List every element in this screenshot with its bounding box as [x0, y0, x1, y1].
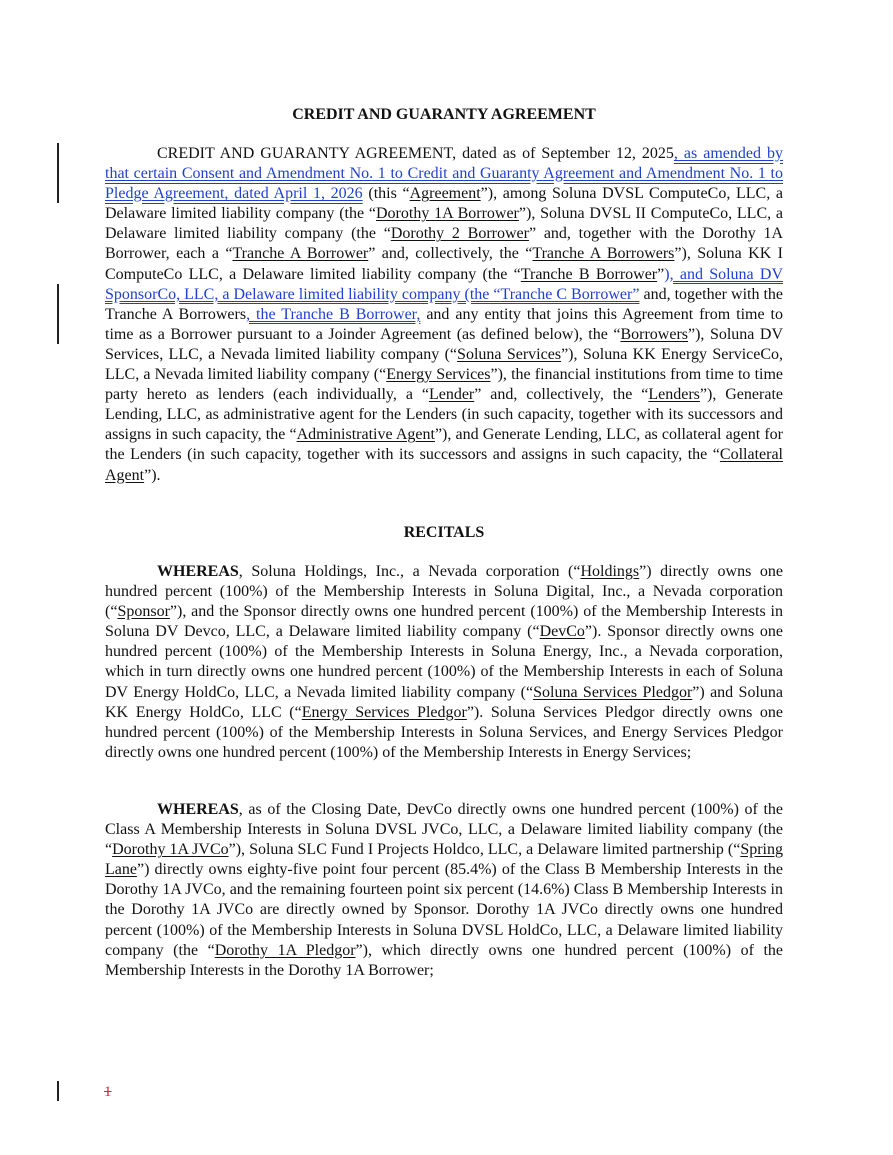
whereas-paragraph: WHEREAS, Soluna Holdings, Inc., a Nevada corporation (“Holdings”) directly owns one hundred percent (100%) of the Membership Interests in Soluna Digital, Inc., a Nevada corporation (“Sponsor”), and the Sponsor directly owns one hundred percent (100%) of the Membership Interests in Soluna DV Devco, LLC, a Delaware limited liability company (“DevCo”). Sponsor directly owns one hundred percent (100%) of the Membership Interests in Soluna Energy, Inc., a Nevada corporation, which in turn directly owns one hundred percent (100%) of the Membership Interests in each of Soluna DV Energy HoldCo, LLC, a Nevada limited liability company (“Soluna Services Pledgor”) and Soluna KK Energy HoldCo, LLC (“Energy Services Pledgor”). Soluna Services Pledgor directly owns one hundred percent (100%) of the Membership Interests in Soluna Services, and Energy Services Pledgor directly owns one hundred percent (100%) of the Membership Interests in Energy Services; — [105, 563, 784, 761]
defined-term: Holdings — [580, 563, 640, 580]
whereas-paragraph: WHEREAS, as of the Closing Date, DevCo directly owns one hundred percent (100%) of the Class A Membership Interests in Soluna DVSL JVCo, LLC, a Delaware limited liability company (the “Dorothy 1A JVCo”), Soluna SLC Fund I Projects Holdco, LLC, a Delaware limited partnership (“Spring Lane”) directly owns eighty-five point four percent (85.4%) of the Class B Membership Interests in the Dorothy 1A JVCo, and the remaining fourteen point six percent (14.6%) Class B Membership Interests in the Dorothy 1A JVCo are directly owned by Sponsor. Dorothy 1A JVCo directly owns one hundred percent (100%) of the Membership Interests in Soluna DVSL HoldCo, LLC, a Delaware limited liability company (the “Dorothy 1A Pledgor”), which directly owns one hundred percent (100%) of the Membership Interests in the Dorothy 1A Borrower; — [105, 801, 783, 979]
document-title: CREDIT AND GUARANTY AGREEMENT — [292, 106, 596, 123]
inserted-text: , as amended by that certain Consent and Amendment No. 1 to Credit and Guaranty Agreement and Amendment No. 1 to Pledge Agreement, dated April 1, 2026 — [105, 145, 783, 203]
change-bar — [57, 143, 59, 203]
defined-term: Dorothy 1A JVCo — [112, 841, 229, 859]
defined-term: Energy Services Pledgor — [301, 703, 467, 721]
defined-term: Administrative Agent — [296, 426, 435, 444]
defined-term: Tranche A Borrower — [232, 245, 369, 263]
defined-term: Lenders — [648, 386, 700, 404]
defined-term: Soluna Services Pledgor — [533, 683, 693, 701]
inserted-text: ), and Soluna DV SponsorCo, LLC, a Delaware limited liability company (the “Tranche C Borrower” — [105, 265, 784, 303]
defined-term: Dorothy 1A Borrower — [375, 205, 519, 223]
defined-term: Soluna Services — [457, 345, 562, 363]
defined-term: Lender — [428, 386, 475, 404]
recitals-heading: RECITALS — [403, 524, 485, 541]
defined-term: Tranche A Borrowers — [532, 245, 675, 263]
defined-term: Energy Services — [386, 366, 491, 384]
intro-paragraph: CREDIT AND GUARANTY AGREEMENT, dated as of September 12, 2025, as amended by that certain Consent and Amendment No. 1 to Credit and Guaranty Agreement and Amendment No. 1 to Pledge Agreement, dated April 1, 2026 (this “Agreement”), among Soluna DVSL ComputeCo, LLC, a Delaware limited liability company (the “Dorothy 1A Borrower”), Soluna DVSL II ComputeCo, LLC, a Delaware limited liability company (the “Dorothy 2 Borrower” and, together with the Dorothy 1A Borrower, each a “Tranche A Borrower” and, collectively, the “Tranche A Borrowers”), Soluna KK I ComputeCo LLC, a Delaware limited liability company (the “Tranche B Borrower”), and Soluna DV SponsorCo, LLC, a Delaware limited liability company (the “Tranche C Borrower” and, together with the Tranche A Borrowers, the Tranche B Borrower, and any entity that joins this Agreement from time to time as a Borrower pursuant to a Joinder Agreement (as defined below), the “Borrowers”), Soluna DV Services, LLC, a Nevada limited liability company (“Soluna Services”), Soluna KK Energy ServiceCo, LLC, a Nevada limited liability company (“Energy Services”), the financial institutions from time to time party hereto as lenders (each individually, a “Lender” and, collectively, the “Lenders”), Generate Lending, LLC, as administrative agent for the Lenders (in such capacity, together with its successors and assigns in such capacity, the “Administrative Agent”), and Generate Lending, LLC, as collateral agent for the Lenders (in such capacity, together with its successors and assigns in such capacity, the “Collateral Agent”). — [105, 145, 784, 484]
page-number: 1 — [104, 1084, 112, 1100]
defined-term: Borrowers — [620, 325, 688, 343]
defined-term: Spring Lane — [105, 841, 783, 879]
defined-term: Dorothy 1A Pledgor — [214, 941, 356, 959]
defined-term: Tranche B Borrower — [520, 265, 658, 283]
defined-term: Agreement — [409, 185, 481, 203]
defined-term: Dorothy 2 Borrower — [390, 225, 529, 243]
defined-term: Sponsor — [117, 603, 170, 621]
change-bar — [57, 284, 59, 344]
change-bar — [57, 1081, 59, 1101]
defined-term: Collateral Agent — [105, 446, 783, 484]
inserted-text: , the Tranche B Borrower, — [246, 305, 421, 323]
defined-term: DevCo — [539, 623, 585, 641]
